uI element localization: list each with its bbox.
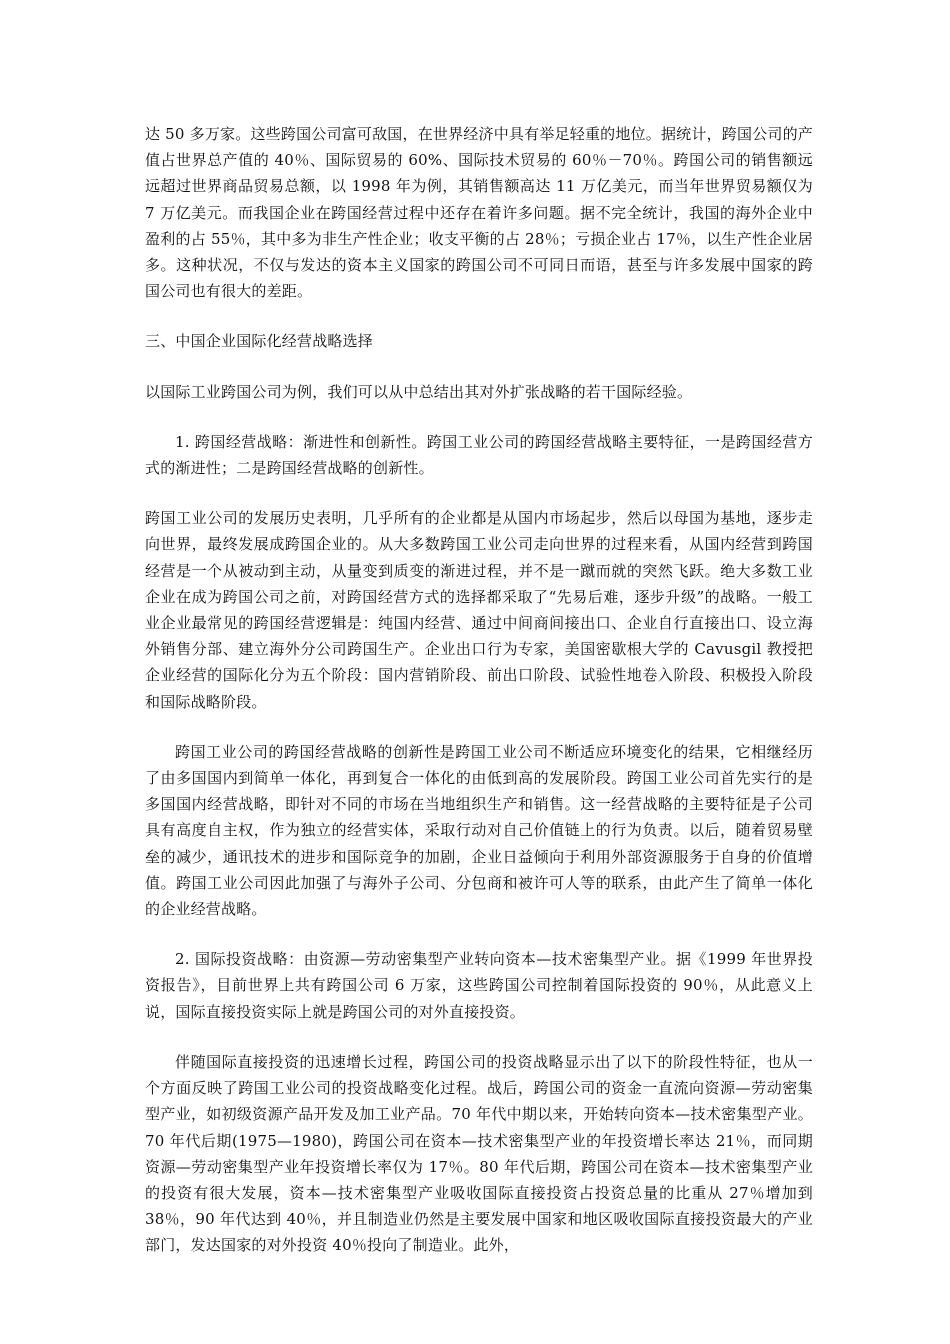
paragraph-strategy-1: 1. 跨国经营战略：渐进性和创新性。跨国工业公司的跨国经营战略主要特征，一是跨国经营方式的渐进性；二是跨国经营战略的创新性。 bbox=[145, 432, 813, 478]
paragraph-gradual-process: 跨国工业公司的发展历史表明，几乎所有的企业都是从国内市场起步，然后以母国为基地，逐步走向世界，最终发展成跨国企业的。从大多数跨国工业公司走向世界的过程来看，从国内经营到跨国经营是一个从被动到主动，从量变到质变的渐进过程，并不是一蹴而就的突然飞跃。绝大多数工业企业在成为跨国公司之前，对跨国经营方式的选择都采取了“先易后难，逐步升级”的战略。一般工业企业最常见的跨国经营逻辑是：纯国内经营、通过中间商间接出口、企业自行直接出口、设立海外销售分部、建立海外分公司跨国生产。企业出口行为专家，美国密歇根大学的 Cavusgil 教授把企业经营的国际化分为五个阶段：国内营销阶段、前出口阶段、试验性地卷入阶段、积极投入阶段和国际战略阶段。 bbox=[145, 509, 813, 711]
paragraph-innovation: 跨国工业公司的跨国经营战略的创新性是跨国工业公司不断适应环境变化的结果，它相继经历了由多国国内到简单一体化，再到复合一体化的由低到高的发展阶段。跨国工业公司首先实行的是多国国内经营战略，即针对不同的市场在当地组织生产和销售。这一经营战略的主要特征是子公司具有高度自主权，作为独立的经营实体，采取行动对自己价值链上的行为负责。以后，随着贸易壁垒的减少，通讯技术的进步和国际竞争的加剧，企业日益倾向于利用外部资源服务于自身的价值增值。跨国工业公司因此加强了与海外子公司、分包商和被许可人等的联系，由此产生了简单一体化的企业经营战略。 bbox=[145, 742, 813, 919]
document-body bbox=[145, 121, 813, 1259]
paragraph-lead: 以国际工业跨国公司为例，我们可以从中总结出其对外扩张战略的若干国际经验。 bbox=[145, 382, 693, 401]
paragraph-investment-stages: 伴随国际直接投资的迅速增长过程，跨国公司的投资战略显示出了以下的阶段性特征，也从一个方面反映了跨国工业公司的投资战略变化过程。战后，跨国公司的资金一直流向资源—劳动密集型产业，如初级资源产品开发及加工业产品。70 年代中期以来，开始转向资本—技术密集型产业。70 年代后期(1975—1980)，跨国公司在资本—技术密集型产业的年投资增长率达 21％，而同期资源—劳动密集型产业年投资增长率仅为 17％。80 年代后期，跨国公司在资本—技术密集型产业的投资有很大发展，资本—技术密集型产业吸收国际直接投资占投资总量的比重从 27％增加到 38％，90 年代达到 40％，并且制造业仍然是主要发展中国家和地区吸收国际直接投资最大的产业部门，发达国家的对外投资 40％投向了制造业。此外， bbox=[145, 1052, 813, 1255]
section-heading: 三、中国企业国际化经营战略选择 bbox=[145, 332, 374, 351]
paragraph-strategy-2: 2. 国际投资战略：由资源—劳动密集型产业转向资本—技术密集型产业。据《1999 年世界投资报告》，目前世界上共有跨国公司 6 万家，这些跨国公司控制着国际投资的 90％，从此意义上说，国际直接投资实际上就是跨国公司的对外直接投资。 bbox=[145, 950, 813, 1021]
paragraph-intro-statistics: 达 50 多万家。这些跨国公司富可敌国，在世界经济中具有举足轻重的地位。据统计，跨国公司的产值占世界总产值的 40％、国际贸易的 60%、国际技术贸易的 60％－70％。跨国公司的销售额远远超过世界商品贸易总额，以 1998 年为例，其销售额高达 11 万亿美元，而当年世界贸易额仅为 7 万亿美元。而我国企业在跨国经营过程中还存在着许多问题。据不完全统计，我国的海外企业中盈利的占 55％，其中多为非生产性企业；收支平衡的占 28％；亏损企业占 17％，以生产性企业居多。这种状况，不仅与发达的资本主义国家的跨国公司不可同日而语，甚至与许多发展中国家的跨国公司也有很大的差距。 bbox=[145, 125, 813, 301]
